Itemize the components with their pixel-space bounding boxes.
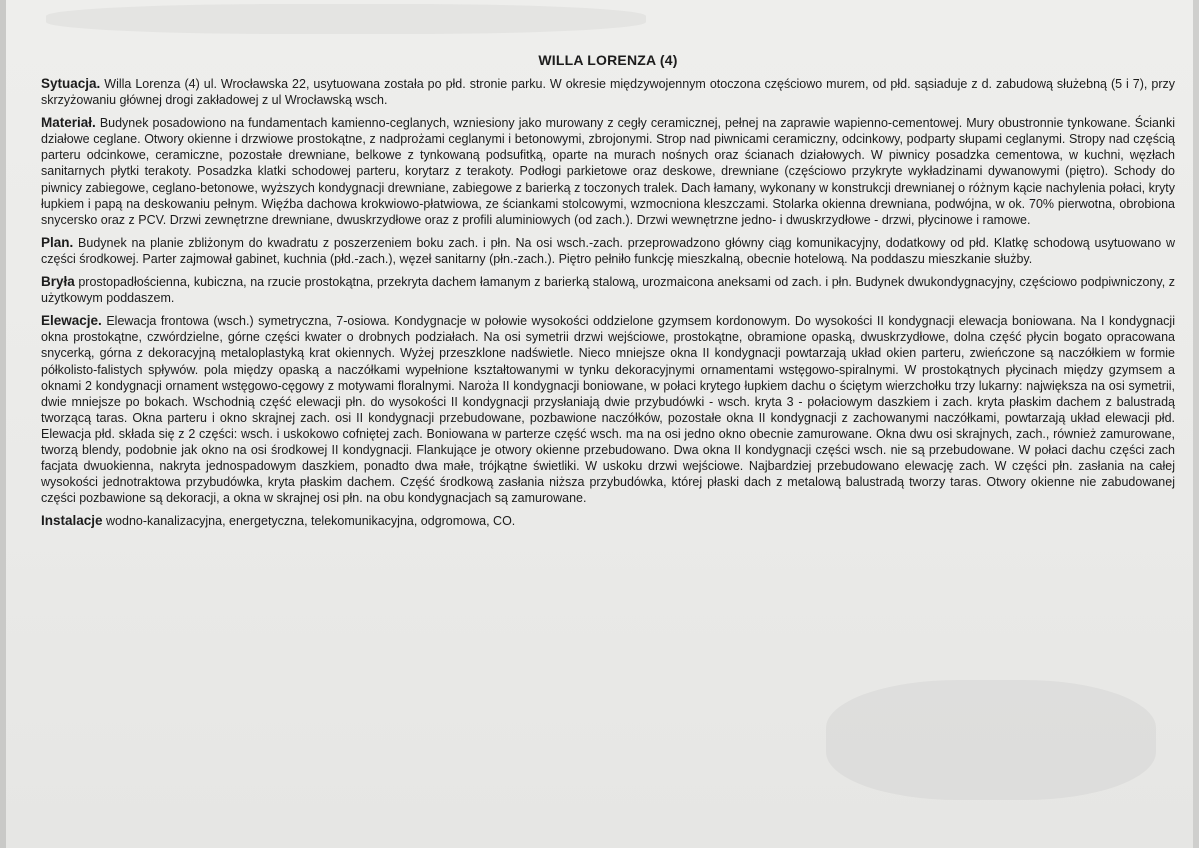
section-text: Budynek posadowiono na fundamentach kamienno-ceglanych, wzniesiony jako murowany z cegły ceramicznej, pełnej na zaprawie wapienno-cementowej. Mury obustronnie tynkowane. Ścianki działowe ceglane. Otwory okienne i drzwiowe prostokątne, z nadprożami ceglanymi i betonowymi, zbrojonymi. Strop nad piwnicami ceramiczny, odcinkowy, podparty słupami ceglanymi. Stropy nad częścią parteru odcinkowe, ceramiczne, pozostałe drewniane, belkowe z tynkowaną podsufitką, oparte na murach nośnych oraz ścianach działowych. W piwnicy posadzka cementowa, w kuchni, węzłach sanitarnych płytki terakoty. Posadzka klatki schodowej parteru, korytarz z terakoty. Podłogi parkietowe oraz deskowe, drewniane (częściowo przykryte wykładzinami dywanowymi (piętro). Schody do piwnicy zabiegowe, ceglano-betonowe, wyższych kondygnacji drewniane, zabiegowe z barierką z toczonych tralek. Dach łamany, wykonany w konstrukcji drewnianej o różnym kącie nachylenia połaci, kryty łupkiem i papą na deskowaniu pełnym. Więźba dachowa krokwiowo-płatwiowa, ze ściankami stolcowymi, wzmocniona kleszczami. Stolarka okienna drewniana, podwójna, w ok. 70% pierwotna, obrobiona snycersko oraz z PCV. Drzwi zewnętrzne drewniane, dwuskrzydłowe oraz z profili aluminiowych (od zach.). Drzwi wewnętrzne jedno- i dwuskrzydłowe - drzwi, płycinowe i ramowe. [41,116,1175,227]
section-plan [41,235,1175,267]
section-text: Elewacja frontowa (wsch.) symetryczna, 7-osiowa. Kondygnacje w połowie wysokości oddzielone gzymsem kordonowym. Do wysokości II kondygnacji elewacja boniowana. Na I kondygnacji okna prostokątne, czwórdzielne, górne części kwater o drobnych podziałach. Na osi symetrii drzwi wejściowe, prostokątne, obramione opaską, dwuskrzydłowe, dolna część płycin bogato opracowana snycerką, górna z dekoracyjną metaloplastyką krat okiennych. Wyżej przeszklone nadświetle. Nieco mniejsze okna II kondygnacji powtarzają układ okien parteru, zwieńczone są naczółkiem w formie półkolisto-falistych spływów. pola między opaską a naczółkami wypełnione kształtowanymi w tynku dekoracyjnymi ornamentami wstęgowo-spiralnymi. W prostokątnych płycinach między gzymsem a oknami 2 kondygnacji ornament wstęgowo-cęgowy z motywami floralnymi. Naroża II kondygnacji boniowane, w połaci krytego łupkiem dachu o ściętym wierzchołku trzy lukarny: największa na osi symetrii, dwie mniejsze po bokach. Wschodnią część elewacji płn. do wysokości II kondygnacji przysłaniają dwie przybudówki - wsch. kryta 3 - połaciowym daszkiem i zach. kryta płaskim dachem z balustradą tworzącą taras. Okna parteru i okno skrajnej zach. osi II kondygnacji przebudowane, pozbawione naczółków, pozostałe okna II kondygnacji z zachowanymi naczółkami, powtarzają układ elewacji płd. Elewacja płd. składa się z 2 części: wsch. i uskokowo cofniętej zach. Boniowana w parterze część wsch. ma na osi jedno okno obecnie zamurowane. Okna dwu osi skrajnych, zach., również zamurowane, tworzą blendy, podobnie jak okno na osi środkowej II kondygnacji. Flankujące je otwory okienne przebudowano. Dwa okna II kondygnacji części wsch. nie są przebudowane. W połaci dachu części zach facjata dwuokienna, nakryta jednospadowym daszkiem, ponadto dwa małe, trójkątne świetliki. W uskoku drzwi wejściowe. Najbardziej przebudowano elewację zach. W części płn. zasłania na całej wysokości jednotraktowa przybudówka, kryta płaskim dachem. Część środkową zasłania niższa przybudówka, której płaski dach z metalową balustradą tworzy taras. Otwory okienne nie zabudowanej części pozbawione są dekoracji, a okna w skrajnej osi płn. na obu kondygnacjach są zamurowane. [41,314,1175,506]
document-body [41,52,1175,536]
section-elewacje [41,313,1175,506]
section-sytuacja [41,76,1175,108]
section-instalacje [41,513,1175,529]
paper-shadow [826,680,1156,800]
section-heading: Elewacje. [41,313,102,329]
section-material [41,115,1175,228]
section-text: prostopadłościenna, kubiczna, na rzucie prostokątna, przekryta dachem łamanym z barierką stalową, urozmaicona aneksami od zach. i płn. Budynek dwukondygnacyjny, częściowo podpiwniczony, z użytkowym poddaszem. [41,275,1175,306]
paper-shadow [46,4,646,34]
section-heading: Bryła [41,274,75,290]
section-bryla [41,274,1175,306]
section-text: wodno-kanalizacyjna, energetyczna, telekomunikacyjna, odgromowa, CO. [106,514,516,529]
section-text: Budynek na planie zbliżonym do kwadratu z poszerzeniem boku zach. i płn. Na osi wsch.-zach. przeprowadzono główny ciąg komunikacyjny, dodatkowy od płd. Klatkę schodową usytuowano w części środkowej. Parter zajmował gabinet, kuchnia (płd.-zach.), węzeł sanitarny (płn.-zach.). Piętro pełniło funkcję mieszkalną, obecnie hotelową. Na poddaszu mieszkanie służby. [41,235,1175,266]
section-text: Willa Lorenza (4) ul. Wrocławska 22, usytuowana została po płd. stronie parku. W okresie międzywojennym otoczona częściowo murem, od płd. sąsiaduje z d. zabudową służebną (5 i 7), przy skrzyżowaniu głównej drogi zakładowej z ul Wrocławską wsch. [41,77,1175,108]
section-heading: Instalacje [41,513,103,529]
section-heading: Materiał. [41,115,96,131]
document-title: WILLA LORENZA (4) [538,52,678,68]
section-heading: Plan. [41,234,74,250]
section-heading: Sytuacja. [41,76,101,91]
